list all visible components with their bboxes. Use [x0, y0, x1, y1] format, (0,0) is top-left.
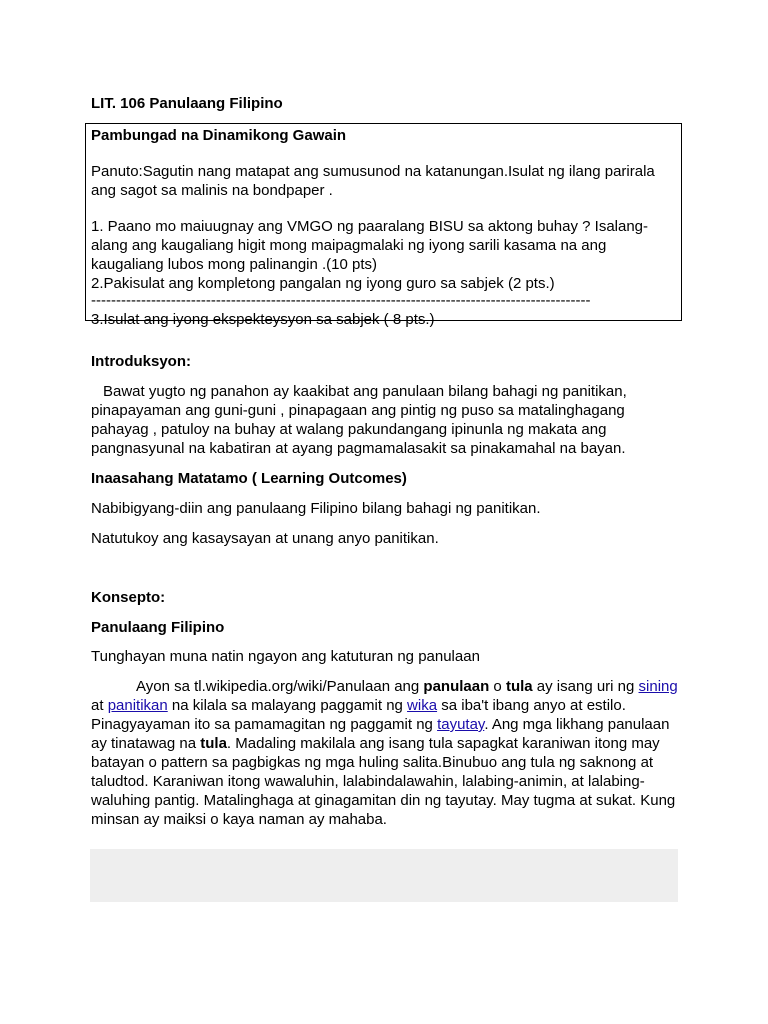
activity-instruction: Panuto:Sagutin nang matapat ang sumusunod na katanungan.Isulat ng ilang parirala ang sagot sa malinis na bondpaper . — [91, 163, 655, 199]
konsepto-lead: Tunghayan muna natin ngayon ang katuturan ng panulaan — [91, 648, 480, 665]
gray-placeholder-block — [90, 849, 678, 902]
link-panitikan[interactable]: panitikan — [107, 697, 168, 714]
konsepto-subheading: Panulaang Filipino — [91, 619, 225, 636]
text-segment: . Madaling makilala ang isang tula sapagkat karaniwan itong may batayan o pattern sa pagbigkas ng mga huling salita.Binubuo ang tula ng saknong at taludtod. Karaniwan itong wawaluhin, lalabindalawahin, lalabing-animin, at lalabing-waluhing pantig. Matalinghaga at ginagamitan din ng tayutay. May tugma at sukat. Kung minsan ay maiksi o kaya naman ay mahaba. — [91, 735, 676, 828]
question-1: 1. Paano mo maiuugnay ang VMGO ng paaralang BISU sa aktong buhay ? Isalang-alang ang kaugaliang higit mong maipagmalaki ng iyong sarili kasama na ang kaugaliang lubos mong palinangin .(10 pts) — [91, 218, 649, 273]
outcome-item-2: Natutukoy ang kasaysayan at unang anyo panitikan. — [91, 530, 439, 547]
link-tayutay[interactable]: tayutay — [437, 716, 485, 733]
link-wika[interactable]: wika — [407, 697, 438, 714]
question-3: 3.Isulat ang iyong ekspekteysyon sa sabjek ( 8 pts.) — [91, 311, 435, 328]
question-2: 2.Pakisulat ang kompletong pangalan ng iyong guro sa sabjek (2 pts.) — [91, 275, 555, 292]
bold-term-tula: tula — [505, 678, 533, 695]
konsepto-heading: Konsepto: — [91, 589, 166, 606]
outcomes-heading: Inaasahang Matatamo ( Learning Outcomes) — [91, 470, 407, 487]
text-segment: o — [489, 678, 506, 695]
konsepto-paragraph — [91, 677, 681, 829]
outcome-item-1: Nabibigyang-diin ang panulaang Filipino bilang bahagi ng panitikan. — [91, 500, 541, 517]
text-segment: ay isang uri ng — [532, 678, 639, 695]
text-segment: sa iba't ibang anyo at estilo. Pinagyayaman ito sa pamamagitan ng paggamit ng — [91, 697, 626, 733]
text-segment: . Ang mga likhang panulaan ay tinatawag na — [91, 716, 670, 752]
intro-paragraph: Bawat yugto ng panahon ay kaakibat ang panulaan bilang bahagi ng panitikan, pinapayaman ang guni-guni , pinapagaan ang pintig ng puso sa matalinghagang pahayag , patuloy na buhay at walang pakundangang ipinunla ng makata ang pangnasyunal na kabatiran at ayang pagmamalasakit sa pinakamahal na bayan. — [91, 383, 627, 457]
link-sining[interactable]: sining — [638, 678, 678, 695]
text-segment: Ayon sa tl.wikipedia.org/wiki/Panulaan ang — [136, 678, 424, 695]
bold-term-tula: tula — [200, 735, 227, 752]
intro-heading: Introduksyon: — [91, 353, 191, 370]
bold-term-panulaan: panulaan — [423, 678, 490, 695]
document-title: LIT. 106 Panulaang Filipino — [91, 95, 283, 112]
text-segment: at — [91, 697, 108, 714]
activity-box — [85, 123, 682, 328]
activity-heading: Pambungad na Dinamikong Gawain — [91, 127, 347, 144]
dashed-divider: ---------------------------------------------------------------------------------------------------- — [91, 293, 591, 309]
text-segment: na kilala sa malayang paggamit ng — [167, 697, 408, 714]
